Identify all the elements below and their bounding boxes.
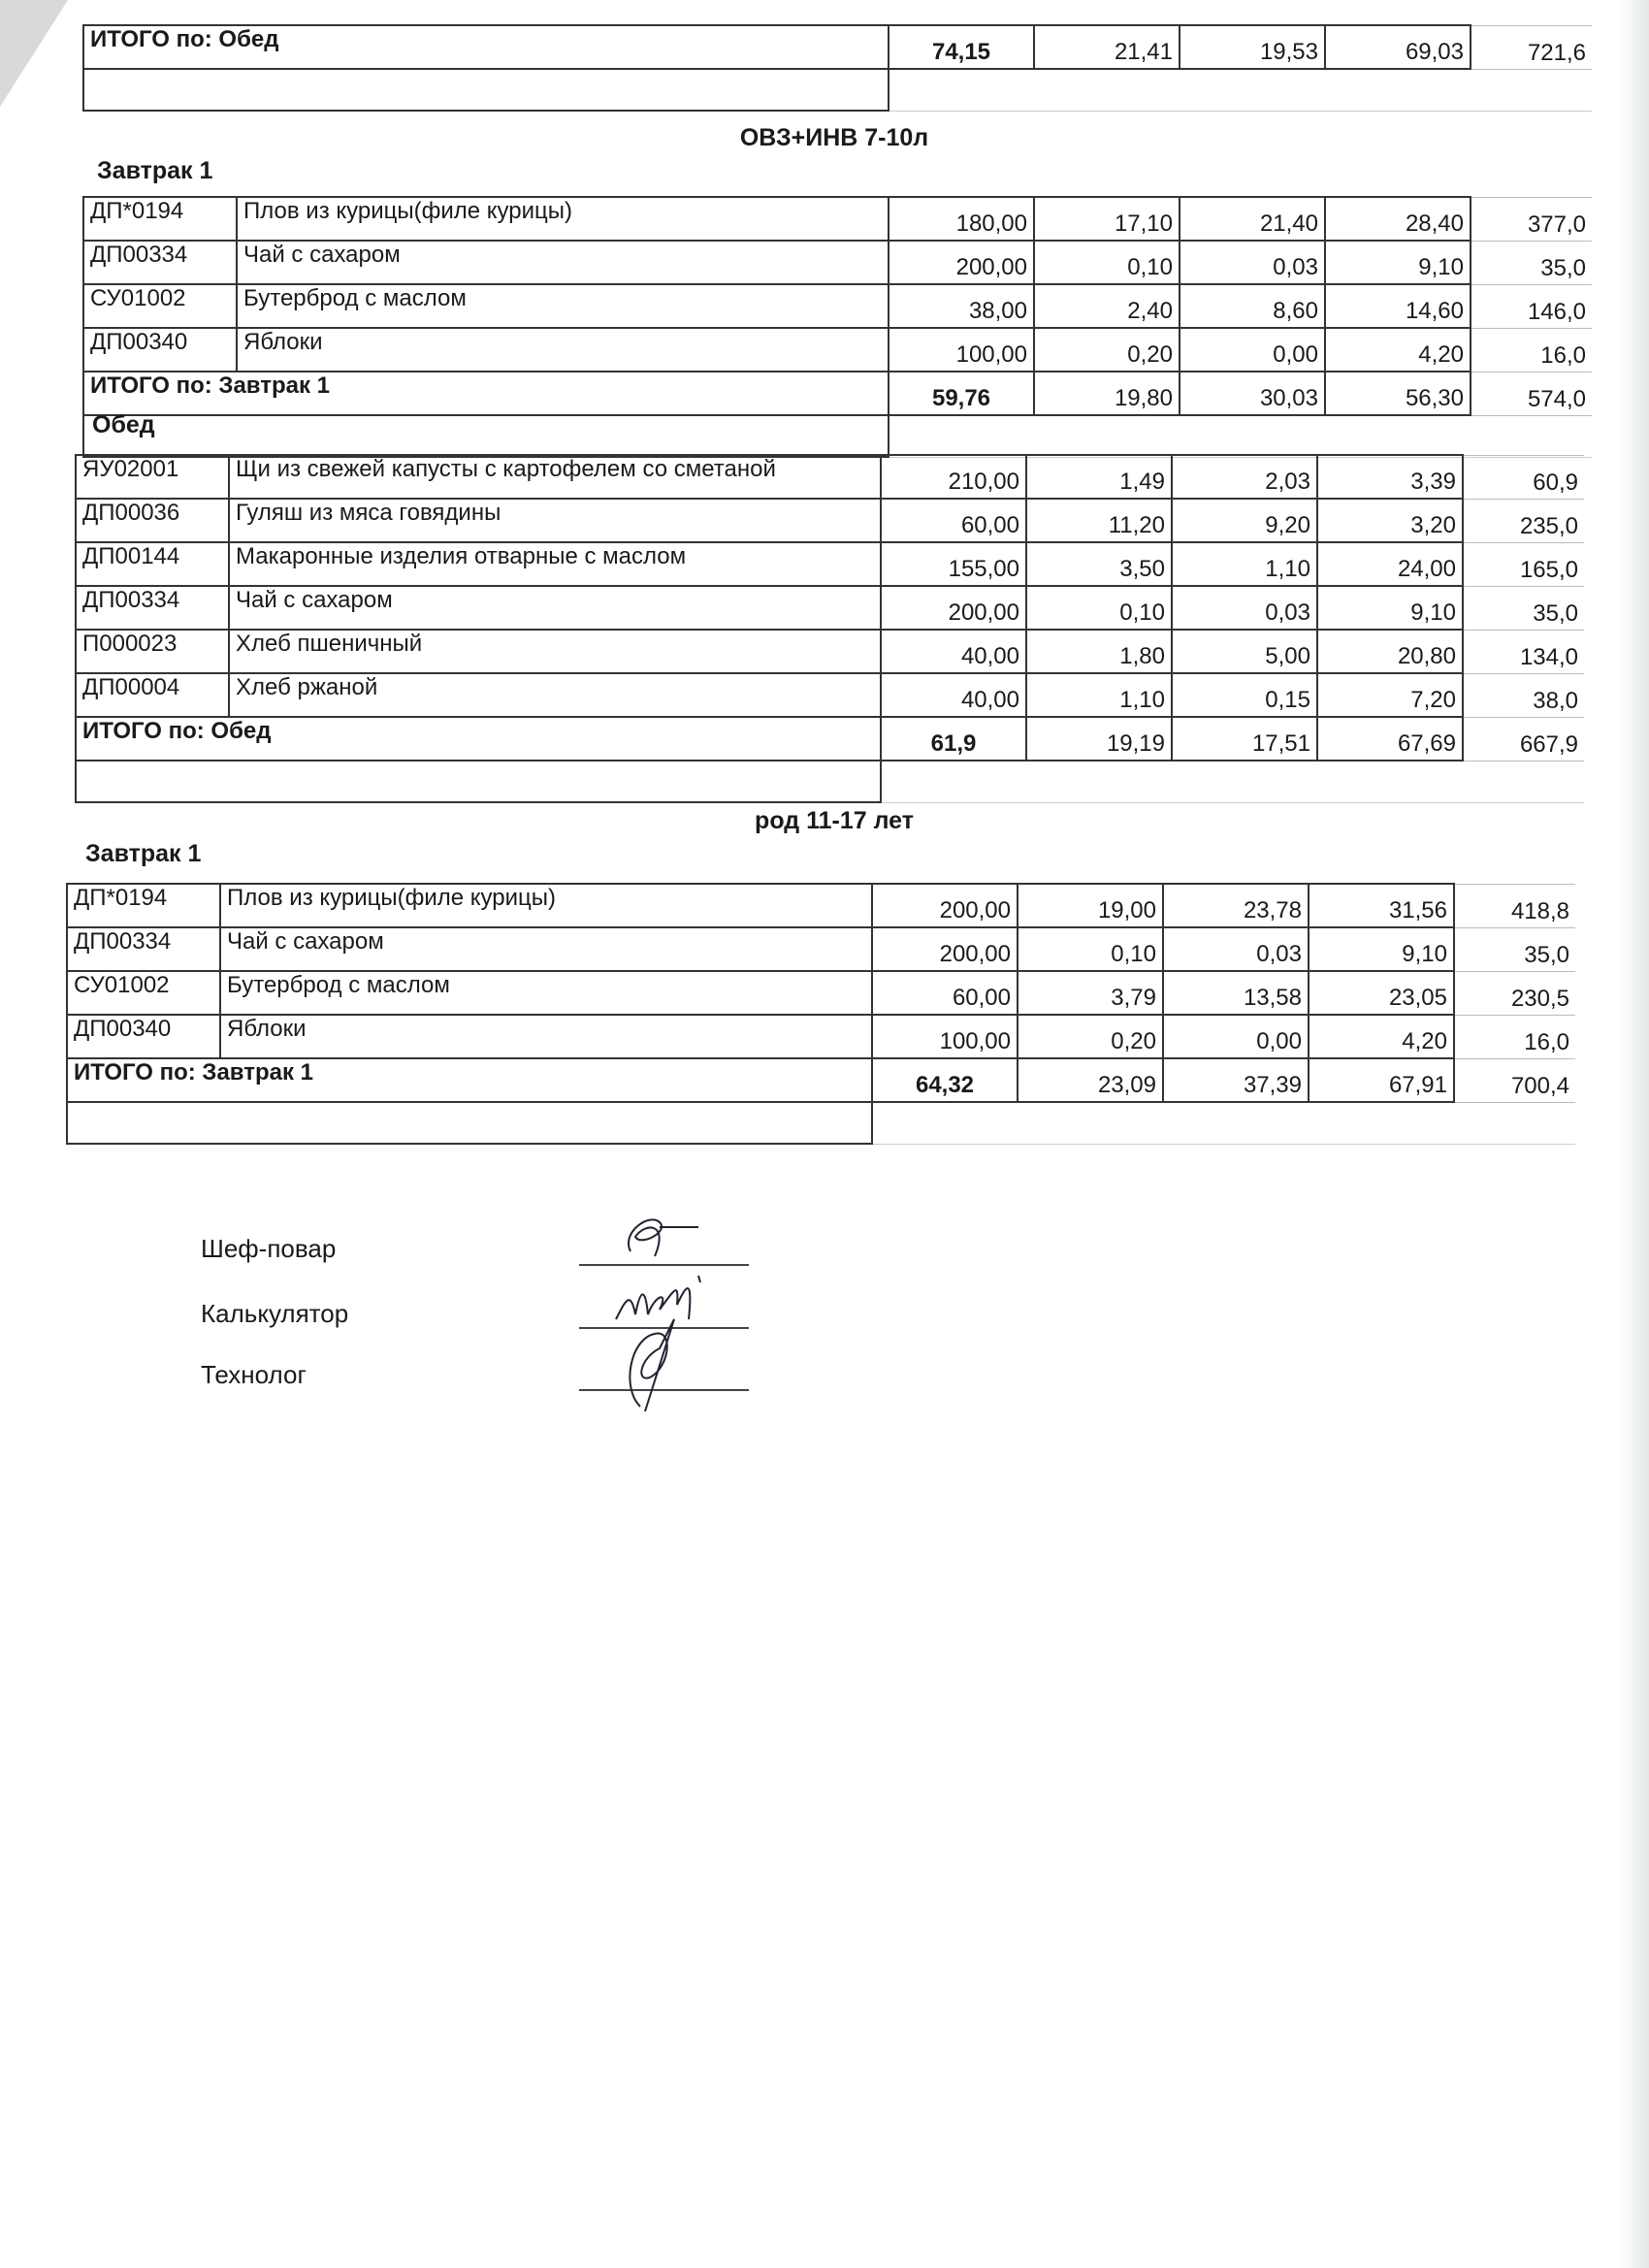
dish-value: 8,60 xyxy=(1180,284,1325,328)
dish-value: 5,00 xyxy=(1172,630,1317,673)
dish-value: 210,00 xyxy=(881,455,1026,499)
total-row xyxy=(83,25,1592,69)
dish-value: 0,00 xyxy=(1180,328,1325,372)
total-value: 69,03 xyxy=(1325,25,1471,69)
meal-title-obed: Обед xyxy=(92,411,155,438)
dish-value: 60,00 xyxy=(872,971,1018,1015)
total-value: 67,91 xyxy=(1309,1058,1454,1102)
dish-value: 20,80 xyxy=(1317,630,1463,673)
total-value: 64,32 xyxy=(872,1058,1018,1102)
dish-value: 9,10 xyxy=(1317,586,1463,630)
dish-value: 100,00 xyxy=(889,328,1034,372)
table-row xyxy=(83,197,1592,241)
total-row xyxy=(67,1058,1575,1102)
dish-value: 418,8 xyxy=(1454,884,1575,927)
dish-value: 38,00 xyxy=(889,284,1034,328)
dish-name: Чай с сахаром xyxy=(237,241,889,284)
blank-cell xyxy=(76,761,881,802)
dish-name: Хлеб пшеничный xyxy=(229,630,881,673)
dish-value: 23,05 xyxy=(1309,971,1454,1015)
dish-value: 13,58 xyxy=(1163,971,1309,1015)
dish-name: Плов из курицы(филе курицы) xyxy=(220,884,872,927)
dish-value: 23,78 xyxy=(1163,884,1309,927)
dish-value: 9,10 xyxy=(1325,241,1471,284)
dish-code: ДП00334 xyxy=(83,241,237,284)
total-value: 19,53 xyxy=(1180,25,1325,69)
dish-name: Яблоки xyxy=(220,1015,872,1058)
dish-value: 0,03 xyxy=(1180,241,1325,284)
dish-name: Чай с сахаром xyxy=(229,586,881,630)
dish-value: 200,00 xyxy=(872,884,1018,927)
dish-value: 16,0 xyxy=(1454,1015,1575,1058)
dish-name: Чай с сахаром xyxy=(220,927,872,971)
dish-name: Бутерброд с маслом xyxy=(237,284,889,328)
table-row xyxy=(83,241,1592,284)
dish-value: 3,79 xyxy=(1018,971,1163,1015)
blank-cell xyxy=(67,1102,872,1144)
total-value: 56,30 xyxy=(1325,372,1471,415)
folded-corner xyxy=(0,0,68,107)
dish-value: 200,00 xyxy=(881,586,1026,630)
dish-value: 0,10 xyxy=(1018,927,1163,971)
dish-value: 0,20 xyxy=(1034,328,1180,372)
total-value: 721,6 xyxy=(1471,25,1592,69)
blank-cell xyxy=(83,415,889,457)
dish-name: Плов из курицы(филе курицы) xyxy=(237,197,889,241)
dish-value: 1,49 xyxy=(1026,455,1172,499)
menu-table-prev-obed xyxy=(82,24,1592,112)
dish-code: П000023 xyxy=(76,630,229,673)
dish-name: Щи из свежей капусты с картофелем со сметаной xyxy=(229,455,881,499)
dish-value: 16,0 xyxy=(1471,328,1592,372)
blank-row xyxy=(76,761,1584,802)
dish-value: 24,00 xyxy=(1317,542,1463,586)
dish-value: 1,10 xyxy=(1026,673,1172,717)
total-value: 30,03 xyxy=(1180,372,1325,415)
blank-row xyxy=(83,415,1592,457)
dish-value: 28,40 xyxy=(1325,197,1471,241)
signature-technologist xyxy=(601,1310,718,1416)
total-value: 700,4 xyxy=(1454,1058,1575,1102)
dish-value: 14,60 xyxy=(1325,284,1471,328)
dish-value: 35,0 xyxy=(1463,586,1584,630)
dish-value: 1,10 xyxy=(1172,542,1317,586)
table-row xyxy=(67,971,1575,1015)
total-value: 574,0 xyxy=(1471,372,1592,415)
dish-code: ДП00334 xyxy=(76,586,229,630)
table-row xyxy=(67,1015,1575,1058)
total-value: 17,51 xyxy=(1172,717,1317,761)
total-value: 61,9 xyxy=(881,717,1026,761)
dish-value: 40,00 xyxy=(881,630,1026,673)
total-label: ИТОГО по: Завтрак 1 xyxy=(83,372,889,415)
table-row xyxy=(76,455,1584,499)
blank-row xyxy=(67,1102,1575,1144)
signature-label-calculator: Калькулятор xyxy=(201,1299,349,1328)
table-row xyxy=(83,284,1592,328)
dish-value: 19,00 xyxy=(1018,884,1163,927)
dish-value: 3,20 xyxy=(1317,499,1463,542)
dish-value: 0,03 xyxy=(1172,586,1317,630)
dish-value: 35,0 xyxy=(1454,927,1575,971)
dish-value: 235,0 xyxy=(1463,499,1584,542)
dish-code: ДП00144 xyxy=(76,542,229,586)
dish-value: 21,40 xyxy=(1180,197,1325,241)
total-value: 19,80 xyxy=(1034,372,1180,415)
meal-title-zavtrak: Завтрак 1 xyxy=(97,157,213,184)
total-row xyxy=(83,372,1592,415)
dish-value: 60,9 xyxy=(1463,455,1584,499)
dish-value: 3,50 xyxy=(1026,542,1172,586)
dish-value: 200,00 xyxy=(872,927,1018,971)
dish-value: 11,20 xyxy=(1026,499,1172,542)
dish-value: 230,5 xyxy=(1454,971,1575,1015)
dish-value: 60,00 xyxy=(881,499,1026,542)
signature-label-chef: Шеф-повар xyxy=(201,1234,337,1263)
dish-code: ДП00004 xyxy=(76,673,229,717)
dish-value: 1,80 xyxy=(1026,630,1172,673)
total-label: ИТОГО по: Обед xyxy=(83,25,889,69)
total-label: ИТОГО по: Обед xyxy=(76,717,881,761)
table-row xyxy=(67,927,1575,971)
dish-value: 200,00 xyxy=(889,241,1034,284)
dish-code: ЯУ02001 xyxy=(76,455,229,499)
dish-value: 38,0 xyxy=(1463,673,1584,717)
total-value: 667,9 xyxy=(1463,717,1584,761)
meal-title-zavtrak-rod: Завтрак 1 xyxy=(85,840,202,867)
dish-value: 40,00 xyxy=(881,673,1026,717)
signature-label-technologist: Технолог xyxy=(201,1360,307,1389)
dish-value: 0,15 xyxy=(1172,673,1317,717)
total-value: 74,15 xyxy=(889,25,1034,69)
table-row xyxy=(83,328,1592,372)
table-row xyxy=(76,586,1584,630)
blank-cell xyxy=(881,761,1584,802)
total-value: 67,69 xyxy=(1317,717,1463,761)
dish-value: 35,0 xyxy=(1471,241,1592,284)
total-value: 21,41 xyxy=(1034,25,1180,69)
page-edge-shadow xyxy=(1620,0,1649,2268)
dish-value: 7,20 xyxy=(1317,673,1463,717)
blank-cell xyxy=(83,69,889,111)
group-title-rod: род 11-17 лет xyxy=(755,807,914,834)
blank-row xyxy=(83,69,1592,111)
dish-name: Яблоки xyxy=(237,328,889,372)
dish-value: 4,20 xyxy=(1309,1015,1454,1058)
blank-cell xyxy=(889,415,1592,457)
group-title-ovz: ОВЗ+ИНВ 7-10л xyxy=(739,124,929,151)
menu-table-ovz-zavtrak xyxy=(82,196,1592,458)
dish-code: СУ01002 xyxy=(67,971,220,1015)
dish-value: 180,00 xyxy=(889,197,1034,241)
table-row xyxy=(76,630,1584,673)
dish-value: 146,0 xyxy=(1471,284,1592,328)
table-row xyxy=(76,542,1584,586)
dish-value: 3,39 xyxy=(1317,455,1463,499)
dish-value: 2,03 xyxy=(1172,455,1317,499)
dish-name: Хлеб ржаной xyxy=(229,673,881,717)
dish-value: 9,20 xyxy=(1172,499,1317,542)
total-value: 19,19 xyxy=(1026,717,1172,761)
dish-code: СУ01002 xyxy=(83,284,237,328)
dish-name: Бутерброд с маслом xyxy=(220,971,872,1015)
table-row xyxy=(67,884,1575,927)
dish-name: Макаронные изделия отварные с маслом xyxy=(229,542,881,586)
dish-name: Гуляш из мяса говядины xyxy=(229,499,881,542)
total-value: 37,39 xyxy=(1163,1058,1309,1102)
dish-code: ДП00036 xyxy=(76,499,229,542)
dish-value: 0,00 xyxy=(1163,1015,1309,1058)
dish-value: 31,56 xyxy=(1309,884,1454,927)
dish-value: 17,10 xyxy=(1034,197,1180,241)
menu-table-rod-zavtrak xyxy=(66,883,1575,1145)
dish-value: 377,0 xyxy=(1471,197,1592,241)
dish-code: ДП*0194 xyxy=(67,884,220,927)
dish-value: 2,40 xyxy=(1034,284,1180,328)
dish-value: 9,10 xyxy=(1309,927,1454,971)
table-row xyxy=(76,673,1584,717)
dish-value: 100,00 xyxy=(872,1015,1018,1058)
dish-code: ДП00340 xyxy=(83,328,237,372)
total-value: 23,09 xyxy=(1018,1058,1163,1102)
dish-code: ДП00334 xyxy=(67,927,220,971)
dish-value: 155,00 xyxy=(881,542,1026,586)
dish-code: ДП*0194 xyxy=(83,197,237,241)
total-label: ИТОГО по: Завтрак 1 xyxy=(67,1058,872,1102)
dish-value: 0,03 xyxy=(1163,927,1309,971)
total-row xyxy=(76,717,1584,761)
total-value: 59,76 xyxy=(889,372,1034,415)
dish-value: 0,10 xyxy=(1026,586,1172,630)
dish-value: 165,0 xyxy=(1463,542,1584,586)
dish-code: ДП00340 xyxy=(67,1015,220,1058)
blank-cell xyxy=(889,69,1592,111)
menu-table-ovz-obed xyxy=(75,454,1584,803)
dish-value: 134,0 xyxy=(1463,630,1584,673)
dish-value: 0,20 xyxy=(1018,1015,1163,1058)
table-row xyxy=(76,499,1584,542)
dish-value: 4,20 xyxy=(1325,328,1471,372)
blank-cell xyxy=(872,1102,1575,1144)
dish-value: 0,10 xyxy=(1034,241,1180,284)
